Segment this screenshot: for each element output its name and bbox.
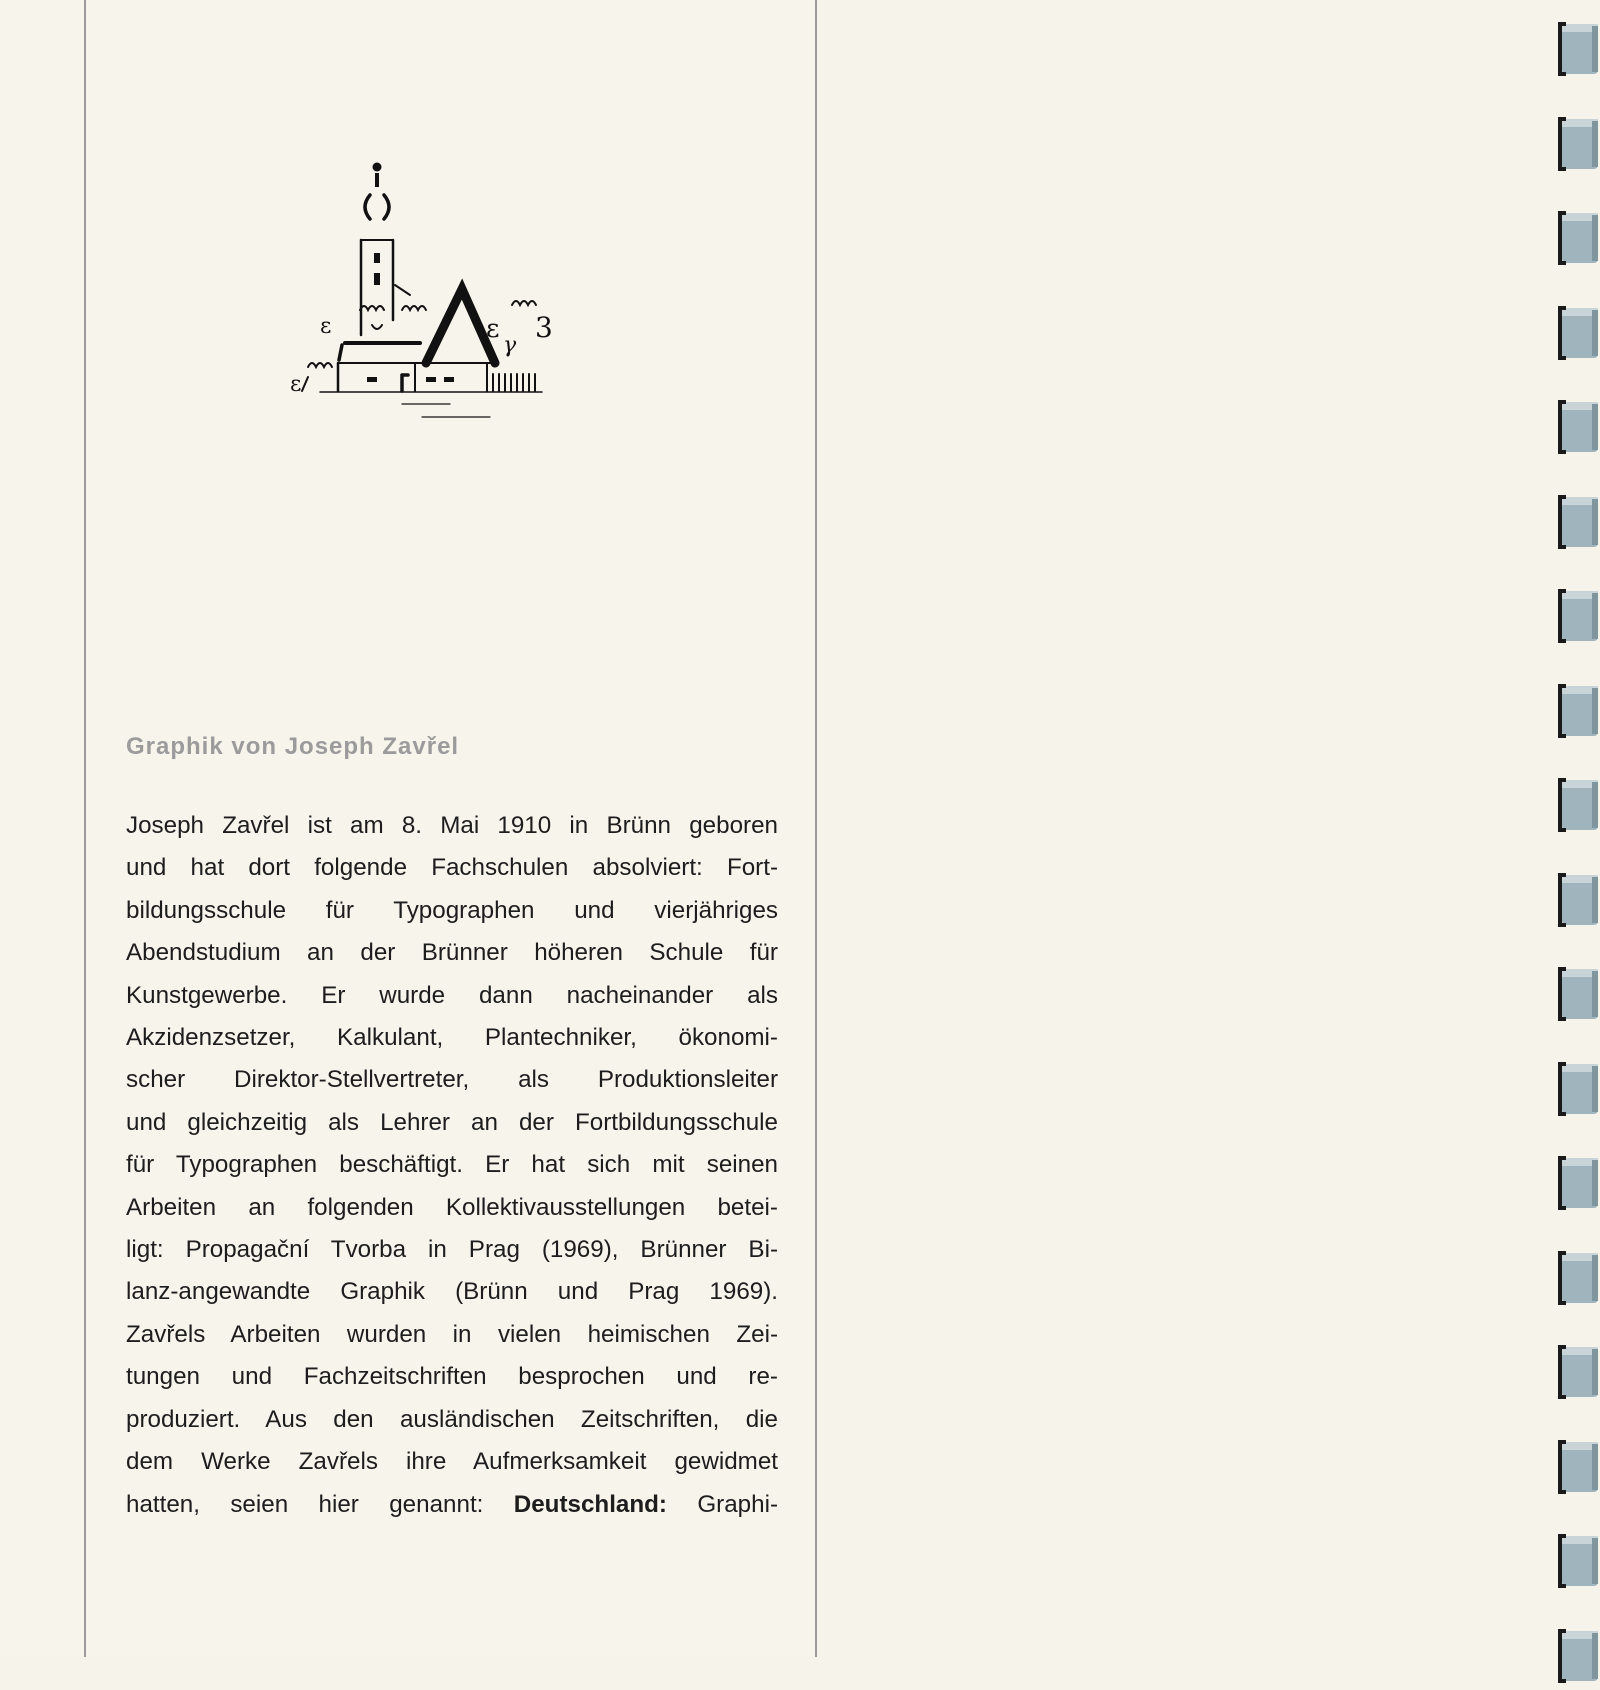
binding-coil [1556,398,1600,456]
binding-coil [1556,965,1600,1023]
text-line: Zavřels Arbeiten wurden in vielen heimischen Zei- [126,1320,778,1348]
country-label: Deutschland: [513,1490,667,1518]
left-margin-rule [84,0,86,1657]
binding-coil [1556,587,1600,645]
binding-coil [1556,1060,1600,1118]
svg-text:ε: ε [486,314,500,344]
right-page [816,0,1600,1657]
binding-coil [1556,776,1600,834]
binding-coil [1556,1343,1600,1401]
binding-coil [1556,20,1600,78]
binding-coil [1556,115,1600,173]
text-line: bildungsschule für Typographen und vierjähriges [126,896,778,924]
text-line: Kunstgewerbe. Er wurde dann nacheinander als [126,981,778,1009]
binding-coil [1556,871,1600,929]
text-line: Abendstudium an der Brünner höheren Schule für [126,939,778,967]
svg-text:ε: ε [290,372,302,397]
binding-coil [1556,493,1600,551]
svg-text:γ: γ [503,333,517,358]
text-line: produziert. Aus den ausländischen Zeitschriften, die [126,1405,778,1433]
text-line: und gleichzeitig als Lehrer an der Fortbildungsschule [126,1108,778,1136]
text-line: Joseph Zavřel ist am 8. Mai 1910 in Brünn geboren [126,812,778,839]
binding-coil [1556,1154,1600,1212]
binding-coil [1556,1438,1600,1496]
text-line: und hat dort folgende Fachschulen absolviert: Fort- [126,854,778,882]
body-paragraph [126,805,778,1526]
text-line-last [126,1484,778,1526]
text-line: dem Werke Zavřels ihre Aufmerksamkeit gewidmet [126,1448,778,1476]
binding-coil [1556,1627,1600,1685]
last-line-end: Graphi- [666,1490,779,1518]
text-line: für Typographen beschäftigt. Er hat sich mit seinen [126,1151,778,1179]
binding-coil [1556,1532,1600,1590]
text-line: scher Direktor-Stellvertreter, als Produktionsleiter [126,1066,778,1094]
binding-coil [1556,209,1600,267]
text-line: Arbeiten an folgenden Kollektivausstellungen betei- [126,1193,778,1221]
binding-coil [1556,1249,1600,1307]
spiral-binding [1552,0,1600,1657]
binding-coil [1556,682,1600,740]
svg-text:3: 3 [535,311,553,344]
left-page [0,0,815,1657]
church-village-icon [290,155,590,445]
text-line: ligt: Propagační Tvorba in Prag (1969), Brünner Bi- [126,1236,778,1264]
text-line: tungen und Fachzeitschriften besprochen und re- [126,1363,778,1391]
page-gutter-rule [815,0,817,1657]
binding-coil [1556,304,1600,362]
svg-text:ε: ε [320,314,332,339]
last-line-start: hatten, seien hier genannt: [126,1490,514,1518]
text-line: lanz-angewandte Graphik (Brünn und Prag 1969). [126,1278,778,1306]
text-line: Akzidenzsetzer, Kalkulant, Plantechniker, ökonomi- [126,1024,778,1052]
page-heading: Graphik von Joseph Zavřel [126,733,460,760]
